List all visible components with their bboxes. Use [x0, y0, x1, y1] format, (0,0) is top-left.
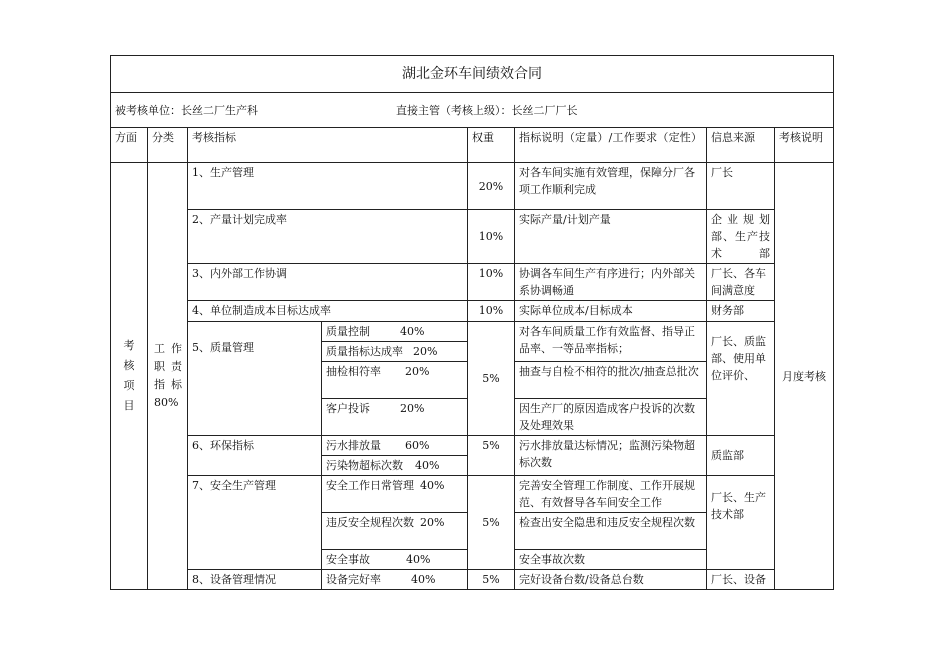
header-row — [111, 128, 834, 163]
table-row — [111, 322, 834, 342]
document-title: 湖北金环车间绩效合同 — [111, 56, 834, 93]
table-row — [111, 476, 834, 513]
indicator-quality: 5、质量管理 — [188, 322, 322, 436]
source-equipment: 厂长、设备 — [707, 570, 775, 590]
table-row — [111, 163, 834, 210]
weight-safety: 5% — [468, 476, 515, 570]
desc-equipment: 完好设备台数/设备总台数 — [515, 570, 707, 590]
quality-sub-complaint: 客户投诉 20% — [322, 399, 468, 436]
contract-table — [110, 55, 834, 590]
weight-coordination: 10% — [468, 264, 515, 301]
env-sub-pollutant: 污染物超标次数 40% — [322, 456, 468, 476]
table-row — [111, 264, 834, 301]
quality-sub-sampling: 抽检相符率 20% — [322, 362, 468, 399]
header-indicator: 考核指标 — [188, 128, 468, 163]
table-row — [111, 301, 834, 322]
category-cell: 工作职责指标80% — [148, 163, 188, 590]
indicator-output-plan: 2、产量计划完成率 — [188, 210, 468, 264]
source-quality: 厂长、质监部、使用单位评价、 — [707, 322, 775, 436]
weight-equipment: 5% — [468, 570, 515, 590]
header-note: 考核说明 — [775, 128, 834, 163]
desc-coordination: 协调各车间生产有序进行；内外部关系协调畅通 — [515, 264, 707, 301]
header-source: 信息来源 — [707, 128, 775, 163]
desc-environment: 污水排放量达标情况；监测污染物超标次数 — [515, 436, 707, 476]
desc-quality-3: 因生产厂的原因造成客户投诉的次数及处理效果 — [515, 399, 707, 436]
source-production: 厂长 — [707, 163, 775, 210]
weight-output-plan: 10% — [468, 210, 515, 264]
desc-output-plan: 实际产量/计划产量 — [515, 210, 707, 264]
desc-quality-1: 对各车间质量工作有效监督、指导正品率、一等品率指标； — [515, 322, 707, 362]
quality-sub-control: 质量控制 40% — [322, 322, 468, 342]
source-coordination: 厂长、各车间满意度 — [707, 264, 775, 301]
weight-quality: 5% — [468, 322, 515, 436]
env-sub-wastewater: 污水排放量 60% — [322, 436, 468, 456]
direct-supervisor: 直接主管（考核上级）：长丝二厂厂长 — [396, 103, 578, 117]
indicator-cost: 4、单位制造成本目标达成率 — [188, 301, 468, 322]
quality-sub-target: 质量指标达成率 20% — [322, 342, 468, 362]
indicator-safety: 7、安全生产管理 — [188, 476, 322, 570]
header-aspect: 方面 — [111, 128, 148, 163]
indicator-equipment: 8、设备管理情况 — [188, 570, 322, 590]
source-safety: 厂长、生产技术部 — [707, 476, 775, 570]
source-environment: 质监部 — [707, 436, 775, 476]
table-row — [111, 436, 834, 456]
safety-sub-accident: 安全事故 40% — [322, 550, 468, 570]
header-category: 分类 — [148, 128, 188, 163]
source-cost: 财务部 — [707, 301, 775, 322]
header-weight: 权重 — [468, 128, 515, 163]
weight-environment: 5% — [468, 436, 515, 476]
weight-production: 20% — [468, 163, 515, 210]
source-output-plan: 企业规划部、生产技术部 — [707, 210, 775, 264]
desc-production: 对各车间实施有效管理，保障分厂各项工作顺利完成 — [515, 163, 707, 210]
note-cell: 月度考核 — [775, 163, 834, 590]
unit-info-row — [111, 93, 834, 128]
desc-cost: 实际单位成本/目标成本 — [515, 301, 707, 322]
desc-safety-2: 检查出安全隐患和违反安全规程次数 — [515, 513, 707, 550]
indicator-production: 1、生产管理 — [188, 163, 468, 210]
performance-contract-document — [110, 55, 833, 590]
safety-sub-violations: 违反安全规程次数 20% — [322, 513, 468, 550]
aspect-cell: 考核项目 — [111, 163, 148, 590]
indicator-environment: 6、环保指标 — [188, 436, 322, 476]
header-description: 指标说明（定量）/工作要求（定性） — [515, 128, 707, 163]
assessed-unit: 被考核单位：长丝二厂生产科 — [115, 103, 258, 117]
equipment-sub-intact: 设备完好率 40% — [322, 570, 468, 590]
desc-quality-2: 抽查与自检不相符的批次/抽查总批次 — [515, 362, 707, 399]
indicator-coordination: 3、内外部工作协调 — [188, 264, 468, 301]
weight-cost: 10% — [468, 301, 515, 322]
desc-safety-3: 安全事故次数 — [515, 550, 707, 570]
desc-safety-1: 完善安全管理工作制度、工作开展规范、有效督导各车间安全工作 — [515, 476, 707, 513]
table-row — [111, 210, 834, 264]
safety-sub-daily: 安全工作日常管理 40% — [322, 476, 468, 513]
table-row — [111, 570, 834, 590]
